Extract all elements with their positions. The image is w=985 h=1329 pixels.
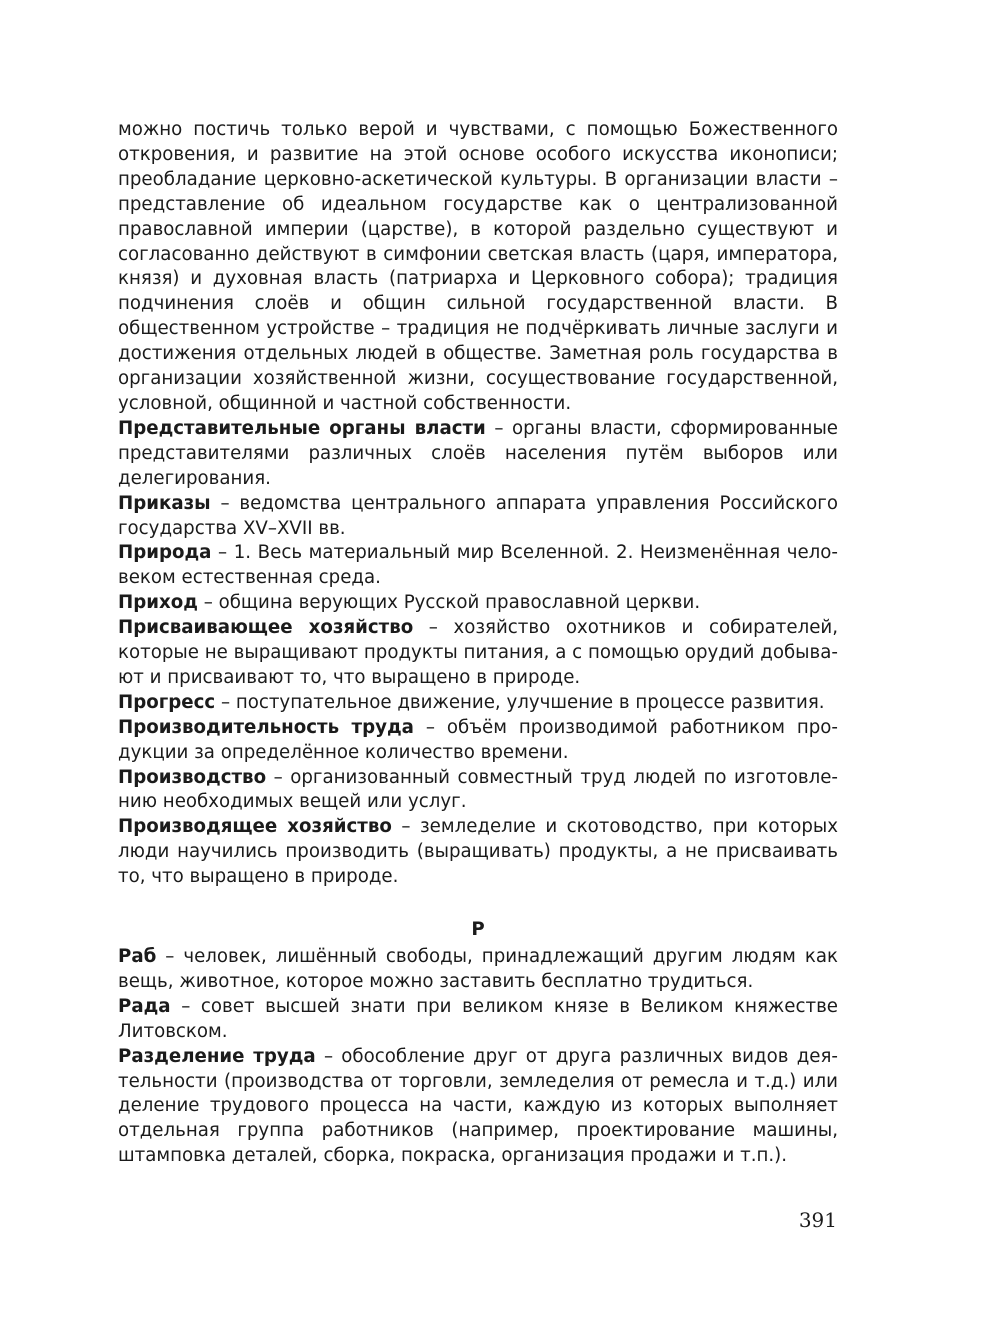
entry-definition: – совет высшей знати при великом князе в Великом княжестве Литовском. <box>118 995 838 1042</box>
entry-definition: – община верующих Русской православной церкви. <box>197 592 701 614</box>
glossary-entry <box>118 616 838 691</box>
glossary-entry <box>118 541 838 591</box>
page-body <box>118 118 838 1169</box>
glossary-entry <box>118 766 838 816</box>
entry-term: Производство <box>118 766 267 788</box>
entry-definition: – хозяйство охотников и собирателей, которые не выращивают продукты питания, а с помощью орудий добывают и присваивают то, что выращено в природе. <box>118 617 839 688</box>
section-letter-heading: Р <box>471 919 485 941</box>
entry-definition: – земледелие и скотоводство, при которых люди научились производить (выращивать) продукты, а не присваивать то, что выращено в природе. <box>118 816 838 888</box>
entry-term: Приход <box>118 592 198 614</box>
entry-definition: – 1. Весь материальный мир Вселенной. 2. Неизменённая человеком естественная среда. <box>118 542 838 589</box>
glossary-entry <box>118 691 838 716</box>
intro-paragraph: можно постичь только верой и чувствами, с помощью Божественного откровения, и развитие на этой основе особого искусства иконописи; преобладание церковно-аскетической культуры. В организации власти – представление об идеальном государстве как о централизованной православной империи (царстве), в которой раздельно существуют и согласованно действуют в симфонии светская власть (царя, императора, князя) и духовная власть (патриарха и Церковного собора); традиция подчинения слоёв и общин сильной государственной власти. В общественном устройстве – традиция не подчёркивать личные заслуги и достижения отдельных людей в обществе. Заметная роль государства в организации хозяйственной жизни, сосуществование государственной, условной, общинной и частной собственности. <box>118 119 838 414</box>
glossary-entry <box>118 945 838 995</box>
glossary-entry <box>118 417 838 492</box>
glossary-entry <box>118 492 838 542</box>
entry-term: Разделение труда <box>118 1045 316 1067</box>
entry-term: Представительные органы власти <box>118 417 486 439</box>
entry-definition: – объём производимой работником продукции за определённое количество времени. <box>118 716 838 763</box>
entry-definition: – органы власти, сформированные представителями различных слоёв населения путём выборов или делегирования. <box>118 417 838 489</box>
entry-definition: – ведомства центрального аппарата управления Российского государства XV–XVII вв. <box>118 492 838 539</box>
entry-definition: – человек, лишённый свободы, принадлежащий другим людям как вещь, животное, которое можно заставить бесплатно трудиться. <box>118 946 838 992</box>
glossary-entry <box>118 1045 838 1170</box>
entry-term: Прогресс <box>118 691 216 713</box>
glossary-entry <box>118 591 838 616</box>
page-number: 391 <box>798 1208 837 1232</box>
entry-definition: – обособление друг от друга различных видов деятельности (производства от торговли, земледелия от ремесла и т.д.) или деление трудового процесса на части, каждую из которых выполняет отдельная группа работников (например, проектирование машины, штамповка деталей, сборка, покраска, организация продажи и т.п.). <box>118 1045 838 1167</box>
entry-term: Раб <box>118 946 157 967</box>
entry-definition: – организованный совместный труд людей по изготовлению необходимых вещей или услуг. <box>118 766 838 813</box>
glossary-entry <box>118 815 838 890</box>
entry-definition: – поступательное движение, улучшение в процессе развития. <box>215 691 825 713</box>
entry-term: Присваивающее хозяйство <box>118 617 414 639</box>
entry-term: Природа <box>118 542 212 564</box>
glossary-entry <box>118 995 838 1045</box>
entry-term: Приказы <box>118 492 211 514</box>
entry-term: Производящее хозяйство <box>118 816 392 838</box>
entry-term: Производительность труда <box>118 716 414 738</box>
glossary-entry <box>118 716 838 766</box>
entry-term: Рада <box>118 995 171 1017</box>
